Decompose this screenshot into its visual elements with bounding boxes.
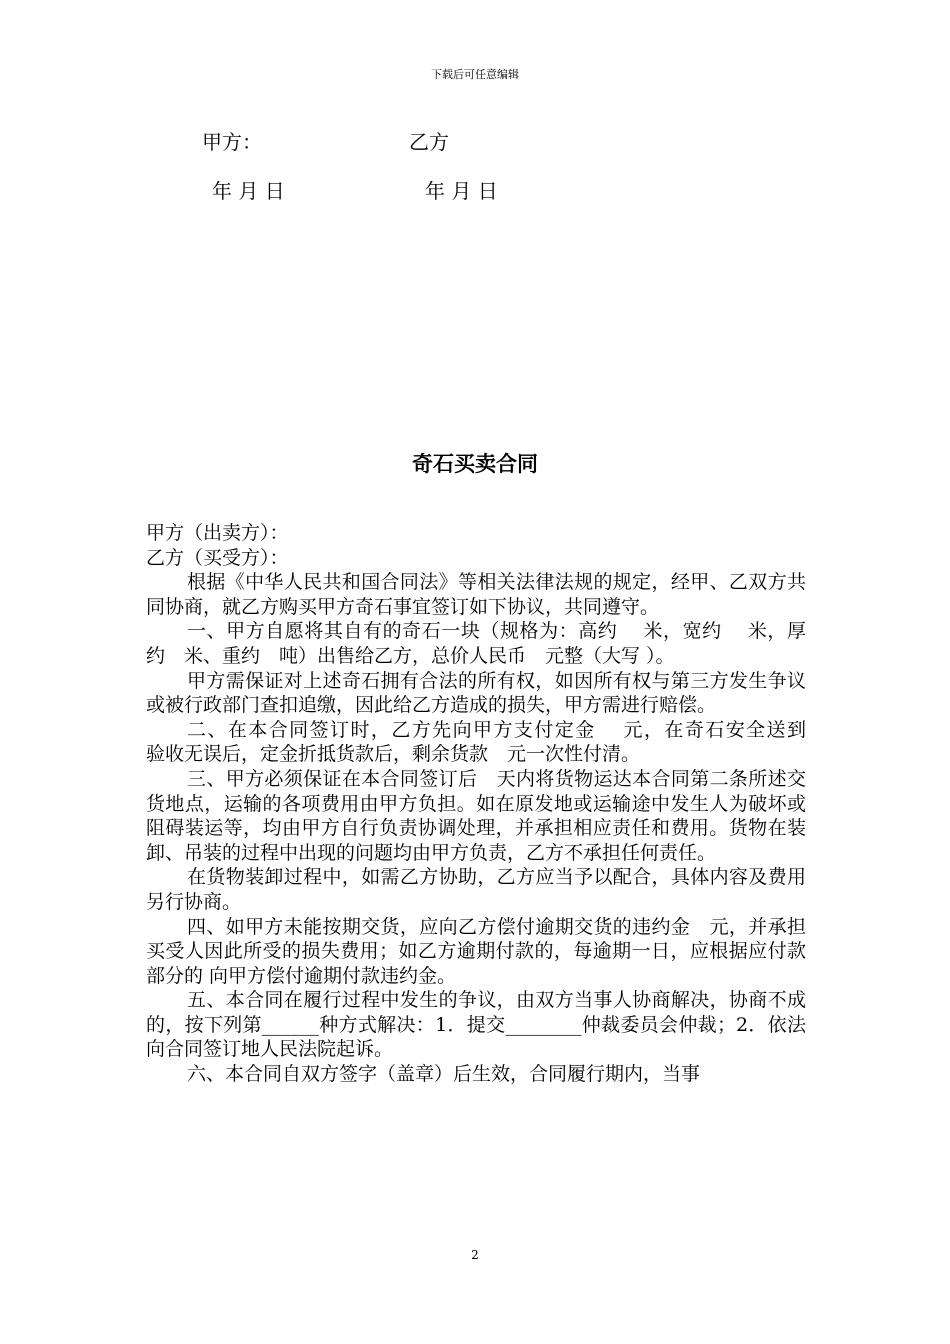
contract-body	[146, 521, 851, 1087]
contract-paragraph: 根据《中华人民共和国合同法》等相关法律法规的规定，经甲、乙双方共同协商，就乙方购买甲方奇石事宜签订如下协议，共同遵守。	[146, 571, 806, 618]
signature-date-b: 年 月 日	[425, 179, 498, 203]
party-buyer-line: 乙方（买受方）：	[146, 546, 289, 569]
page-number: 2	[471, 1248, 479, 1262]
party-seller-line: 甲方（出卖方）：	[146, 522, 289, 544]
contract-paragraph: 一、甲方自愿将其自有的奇石一块（规格为：高约 米，宽约 米，厚约 米、重约 吨）出售给乙方，总价人民币 元整（大写 ）。	[146, 620, 806, 667]
contract-paragraph: 甲方需保证对上述奇石拥有合法的所有权，如因所有权与第三方发生争议或被行政部门查扣追缴，因此给乙方造成的损失，甲方需进行赔偿。	[146, 669, 806, 717]
contract-paragraph: 在货物装卸过程中，如需乙方协助，乙方应当予以配合，具体内容及费用另行协商。	[146, 866, 806, 913]
contract-paragraph: 三、甲方必须保证在本合同签订后 天内将货物运达本合同第二条所述交货地点，运输的各项费用由甲方负担。如在原发地或运输途中发生人为破坏或阻碍装运等，均由甲方自行负责协调处理，并承担相应责任和费用。货物在装卸、吊装的过程中出现的问题均由甲方负责，乙方不承担任何责任。	[146, 767, 806, 864]
page-header-note: 下载后可任意编辑	[431, 68, 519, 81]
contract-paragraph: 五、本合同在履行过程中发生的争议，由双方当事人协商解决，协商不成的，按下列第______种方式解决：1．提交________仲裁委员会仲裁；2．依法向合同签订地人民法院起诉。	[146, 989, 806, 1061]
signature-date-a: 年 月 日	[212, 179, 285, 203]
contract-paragraph: 六、本合同自双方签字（盖章）后生效，合同履行期内，当事	[187, 1063, 701, 1086]
contract-paragraph: 四、如甲方未能按期交货，应向乙方偿付逾期交货的违约金 元，并承担买受人因此所受的损失费用；如乙方逾期付款的，每逾期一日，应根据应付款部分的 向甲方偿付逾期付款违约金。	[146, 915, 806, 987]
contract-paragraph: 二、在本合同签订时，乙方先向甲方支付定金 元，在奇石安全送到 验收无误后，定金折抵货款后，剩余货款 元一次性付清。	[146, 718, 851, 766]
signature-party-a: 甲方：	[202, 130, 262, 154]
document-title: 奇石买卖合同	[412, 452, 538, 476]
signature-party-b: 乙方	[409, 130, 449, 154]
